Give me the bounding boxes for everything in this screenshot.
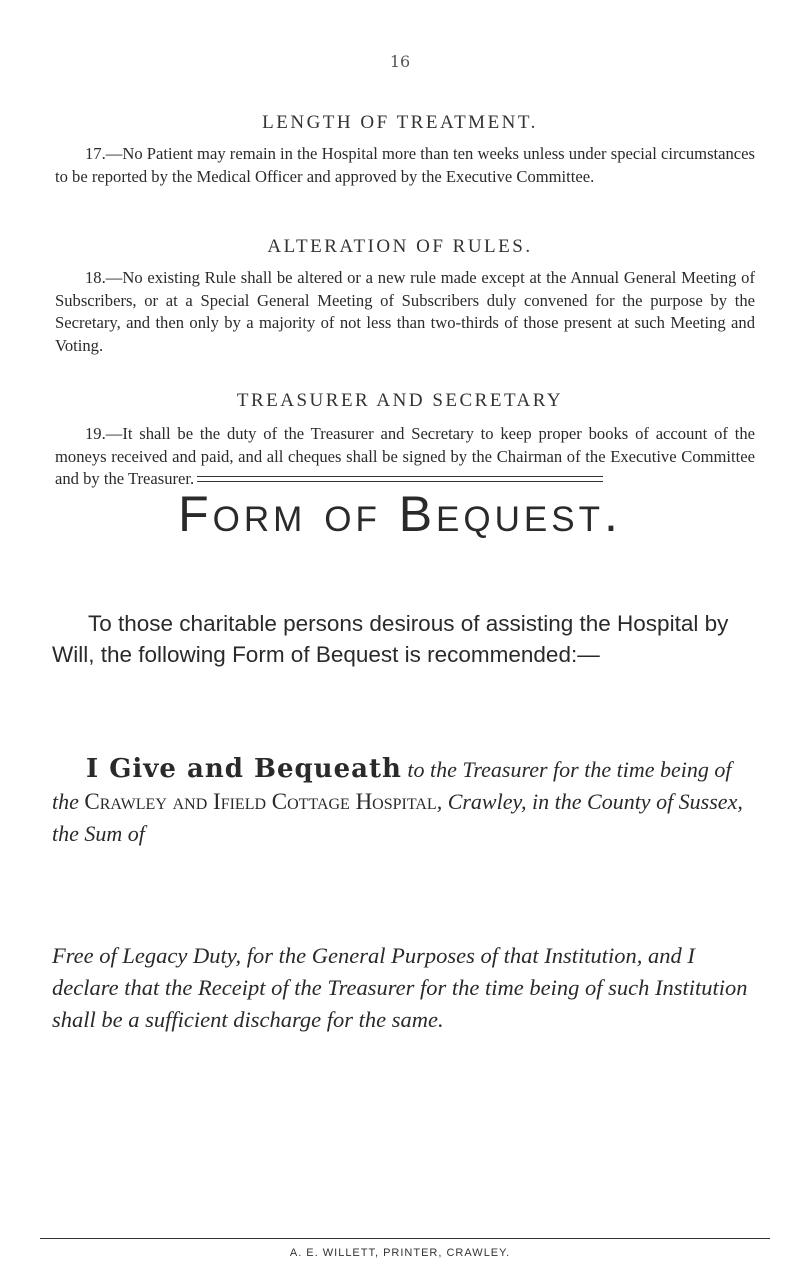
bequest-intro: To those charitable persons desirous of assisting the Hospital by Will, the following Form of Bequest is recommended:— (52, 611, 729, 667)
heading-length-of-treatment: LENGTH OF TREATMENT. (262, 112, 538, 133)
rule-18-text: 18.—No existing Rule shall be altered or a new rule made except at the Annual General Meeting of Subscribers, or at a Special General Meeting of Subscribers duly convened for the purpose by the Secretary, and then only by a majority of not less than two-thirds of those present at such Meeting and Voting. (55, 268, 755, 355)
heading-alteration-of-rules: ALTERATION OF RULES. (267, 236, 533, 257)
rule-17-text: 17.—No Patient may remain in the Hospital more than ten weeks unless under special circumstances to be reported by the Medical Officer and approved by the Executive Committee. (55, 144, 755, 186)
bequest-opening-words: I Give and Bequeath (86, 754, 402, 784)
bequest-form-text-2: , Crawley, in the County of Sussex, the Sum of (52, 789, 743, 846)
page-number: 16 (389, 52, 411, 71)
divider-rule-bottom (197, 481, 603, 482)
heading-treasurer-and-secretary: TREASURER AND SECRETARY (236, 390, 564, 411)
bequest-form-ending: Free of Legacy Duty, for the General Purposes of that Institution, and I declare that the Receipt of the Treasurer for the time being of such Institution shall be a sufficient discharge for the same. (52, 943, 748, 1032)
divider-rule-top (197, 476, 603, 477)
rule-19-text: 19.—It shall be the duty of the Treasurer and Secretary to keep proper books of account of the moneys received and paid, and all cheques shall be signed by the Chairman of the Executive Committee and by the Treasurer. (55, 424, 755, 488)
form-of-bequest-title: Form of Bequest. (178, 486, 622, 542)
footer-rule (40, 1238, 770, 1239)
printer-imprint: A. E. WILLETT, PRINTER, CRAWLEY. (289, 1247, 511, 1259)
bequest-form-body (52, 753, 762, 850)
bequest-form-text-1: to the Treasurer for the time being of the (52, 757, 732, 814)
hospital-name: Crawley and Ifield Cottage Hospital (84, 789, 437, 814)
